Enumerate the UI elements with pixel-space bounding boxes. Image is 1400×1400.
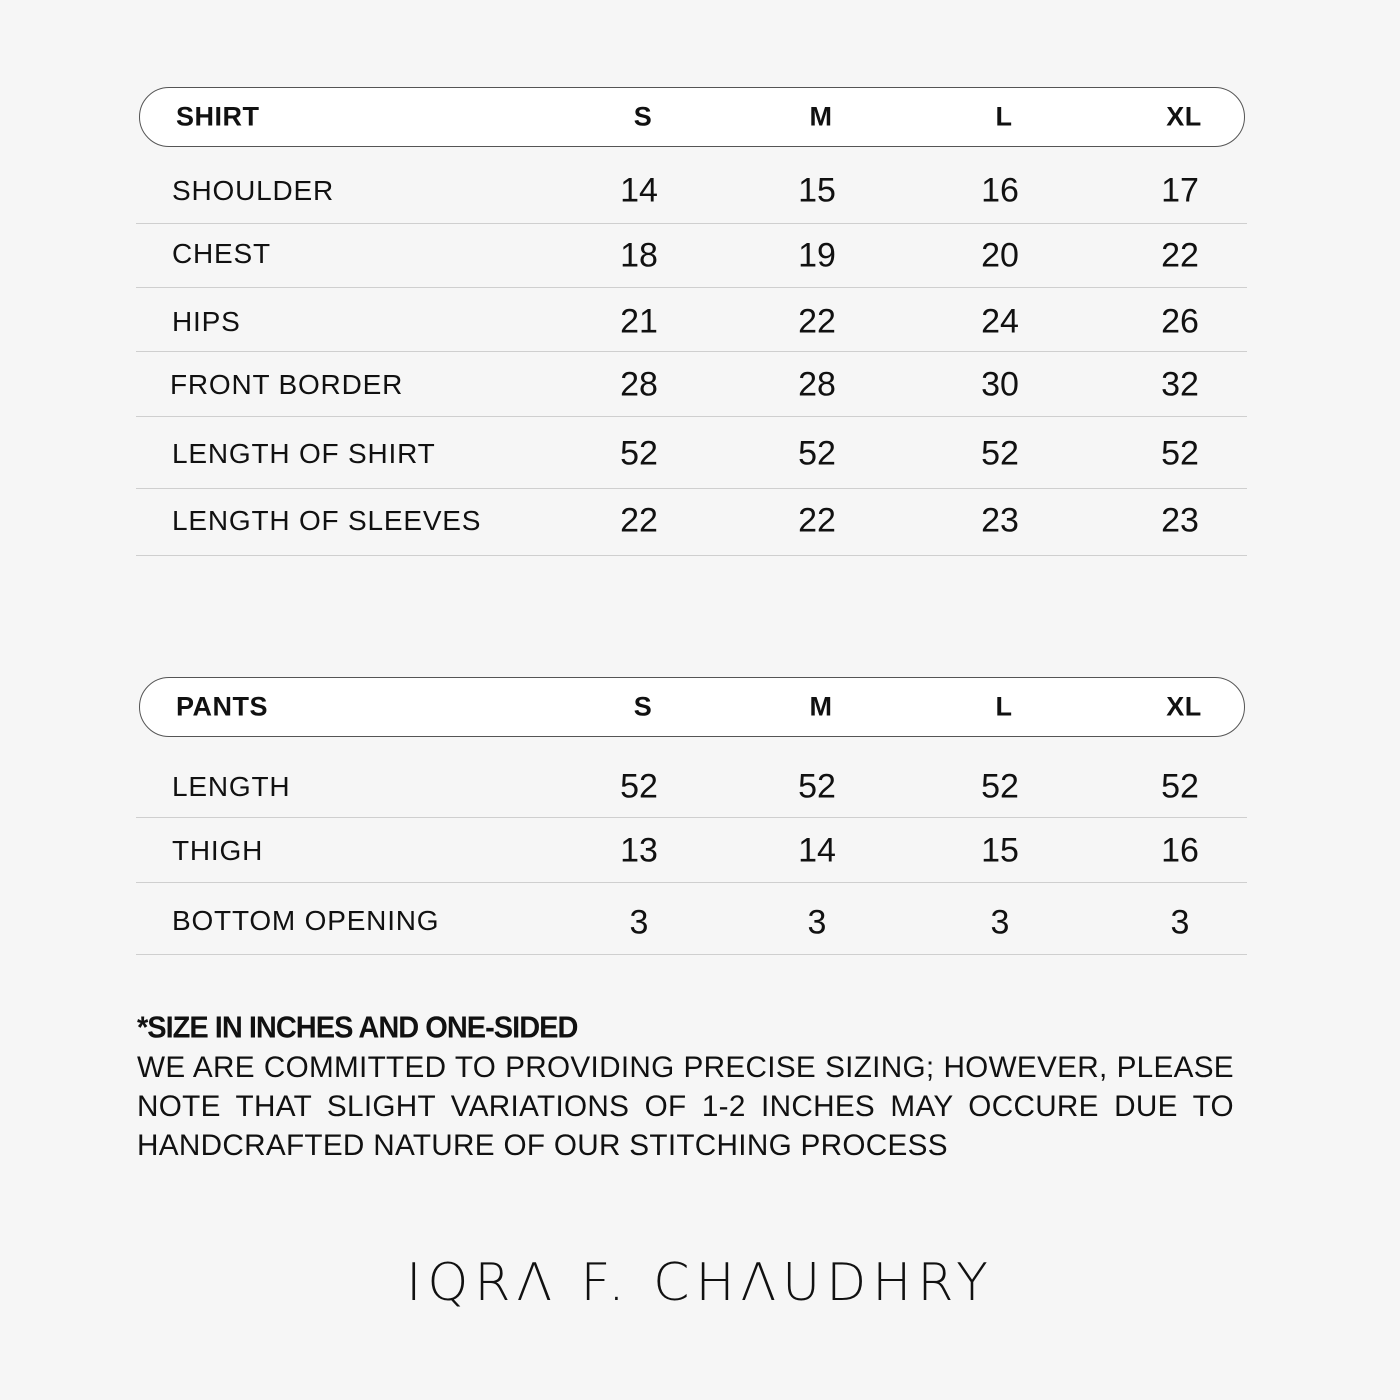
value-s: 52 [620,767,658,806]
row-label: SHOULDER [172,175,334,207]
size-header-s: S [633,101,653,132]
row-label: BOTTOM OPENING [172,905,440,937]
value-xl: 23 [1161,501,1199,540]
table-row [136,288,1247,352]
row-label: FRONT BORDER [170,369,404,401]
value-l: 23 [981,501,1019,540]
note-body: WE ARE COMMITTED TO PROVIDING PRECISE SIZING; HOWEVER, PLEASE NOTE THAT SLIGHT VARIATIONS OF 1-2 INCHES MAY OCCURE DUE TO HANDCRAFTED NATURE OF OUR STITCHING PROCESS [137,1051,1234,1162]
value-xl: 52 [1161,767,1199,806]
table-row [136,151,1247,224]
value-m: 14 [798,831,836,870]
size-header-xl: XL [1166,101,1202,132]
value-l: 24 [981,302,1019,341]
row-label: HIPS [172,306,241,338]
value-l: 3 [990,903,1010,942]
value-xl: 17 [1161,171,1199,210]
row-label: LENGTH OF SLEEVES [172,504,482,536]
value-xl: 26 [1161,302,1199,341]
row-label: LENGTH OF SHIRT [172,437,436,469]
table-row [136,352,1247,417]
table-row [136,417,1247,489]
value-m: 52 [798,767,836,806]
value-m: 52 [798,434,836,473]
value-l: 52 [981,434,1019,473]
shirt-size-table [136,87,1247,556]
value-s: 13 [620,831,658,870]
size-header-m: M [809,691,833,722]
table-title: SHIRT [176,101,260,132]
value-xl: 3 [1170,903,1190,942]
sizing-note [137,1008,1245,1165]
value-l: 20 [981,236,1019,274]
value-xl: 52 [1161,434,1199,473]
value-xl: 22 [1161,236,1199,274]
value-l: 30 [981,365,1019,404]
size-header-l: L [995,691,1013,722]
shirt-table-header [139,87,1245,147]
size-header-xl: XL [1166,691,1202,722]
row-label: CHEST [172,238,271,270]
value-s: 18 [620,236,658,274]
value-s: 22 [620,501,658,540]
pants-size-table [136,677,1247,955]
note-title: *SIZE IN INCHES AND ONE-SIDED [137,1011,578,1045]
value-s: 14 [620,171,658,210]
value-s: 3 [629,903,649,942]
value-s: 28 [620,365,658,404]
value-l: 15 [981,831,1019,870]
value-l: 52 [981,767,1019,806]
table-row [136,883,1247,955]
size-header-l: L [995,101,1013,132]
size-header-m: M [809,101,833,132]
size-header-s: S [633,691,653,722]
value-xl: 16 [1161,831,1199,870]
row-label: LENGTH [172,770,291,802]
value-m: 22 [798,501,836,540]
value-m: 22 [798,302,836,341]
brand-logo: IQRΛ F. CHΛUDHRY [406,1253,994,1313]
value-s: 52 [620,434,658,473]
table-row [136,489,1247,556]
value-m: 3 [807,903,827,942]
value-m: 19 [798,236,836,274]
table-row [136,818,1247,883]
value-l: 16 [981,171,1019,210]
table-row [136,741,1247,818]
value-xl: 32 [1161,365,1199,404]
value-m: 28 [798,365,836,404]
pants-table-header [139,677,1245,737]
table-title: PANTS [176,691,269,722]
value-s: 21 [620,302,658,341]
table-row [136,224,1247,288]
row-label: THIGH [172,835,264,867]
value-m: 15 [798,171,836,210]
